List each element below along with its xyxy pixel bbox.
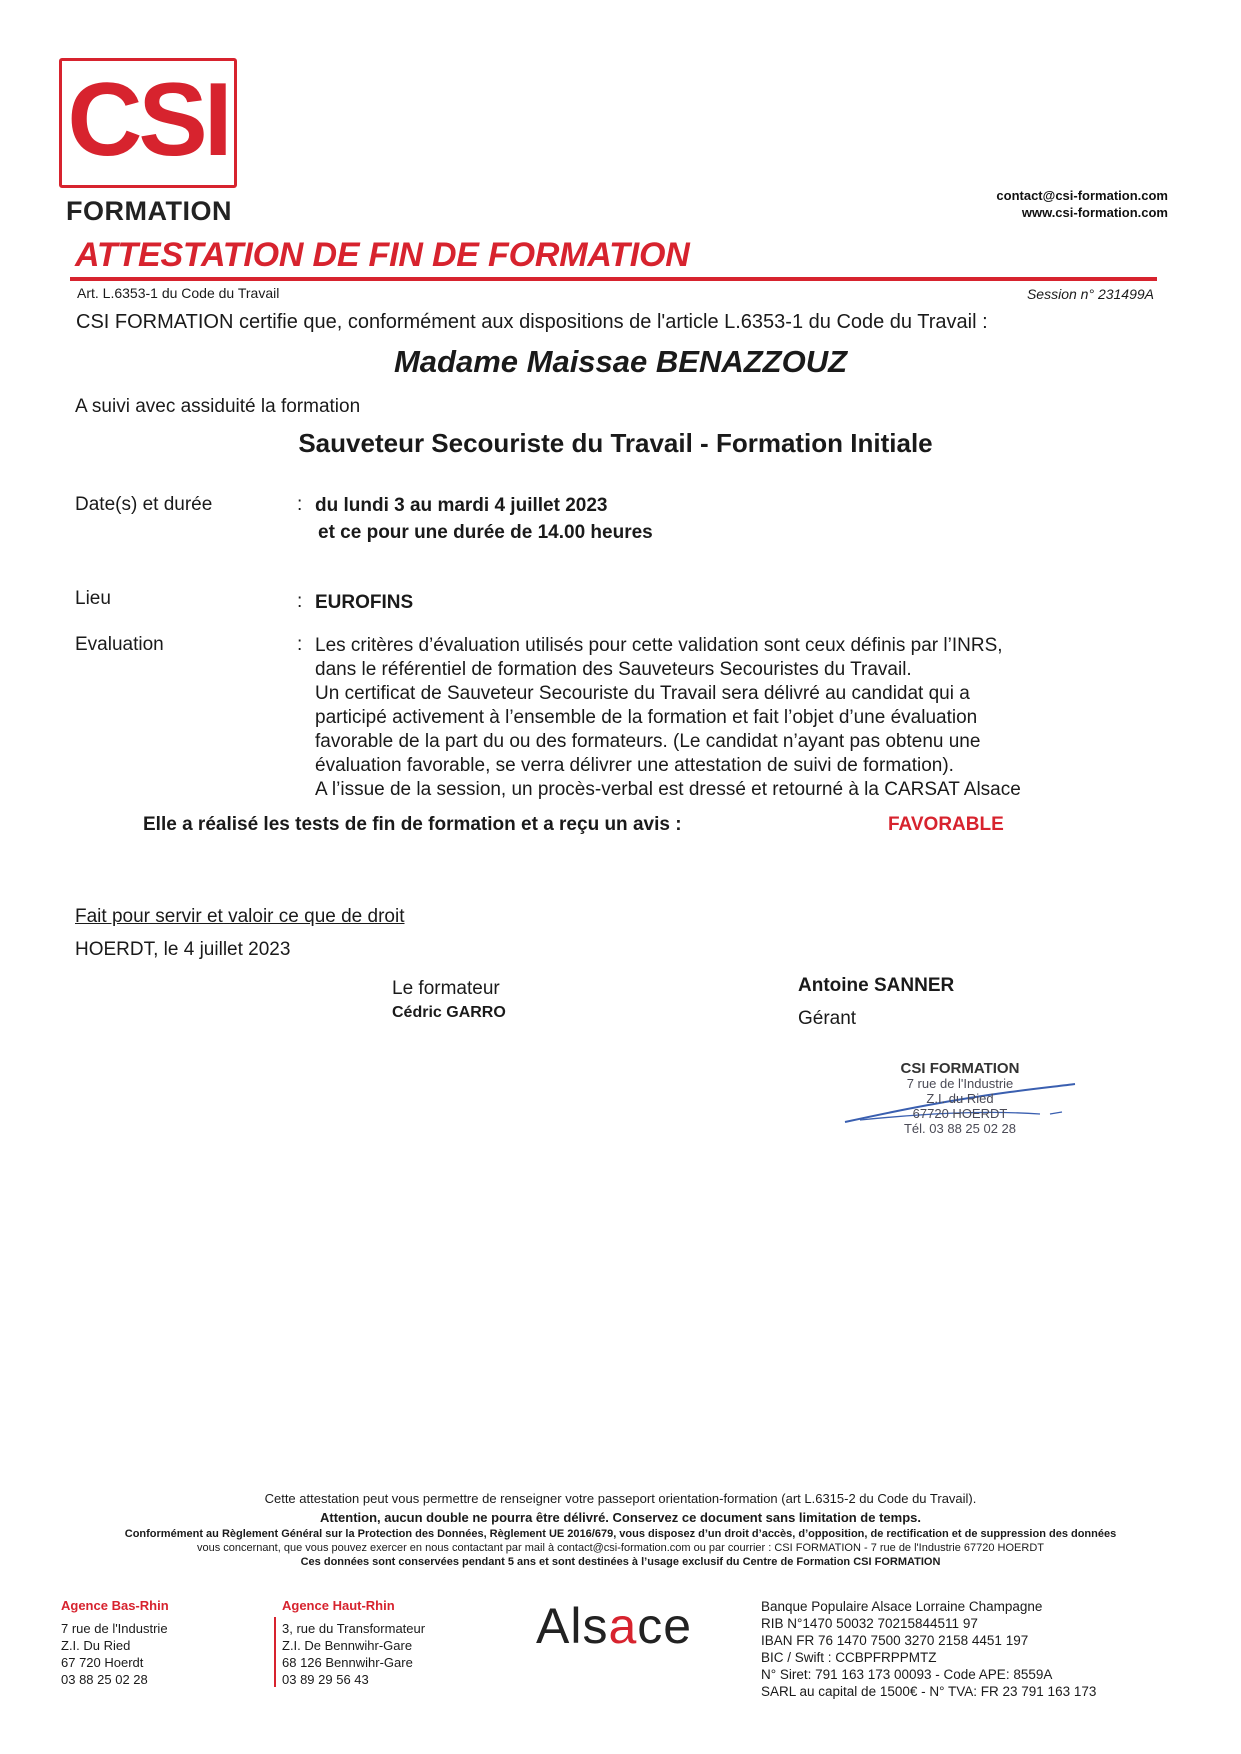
avis-result: FAVORABLE (888, 814, 1004, 835)
stamp-line: 67720 HOERDT (912, 1106, 1008, 1121)
article-reference: Art. L.6353-1 du Code du Travail (77, 285, 280, 301)
bank-line: IBAN FR 76 1470 7500 3270 2158 4451 197 (761, 1633, 1029, 1648)
agency-bas-rhin (61, 1597, 169, 1688)
stamp-company: CSI FORMATION (900, 1060, 1020, 1077)
agency-haut-rhin (282, 1597, 425, 1688)
agency-title: Agence Haut-Rhin (282, 1598, 395, 1613)
evaluation-text (315, 634, 1115, 802)
trainer-label: Le formateur (392, 978, 500, 999)
dates-colon: : (297, 494, 303, 515)
evaluation-line: Un certificat de Sauveteur Secouriste du Travail sera délivré au candidat qui a (315, 683, 970, 704)
footer-warning: Attention, aucun double ne pourra être délivré. Conservez ce document sans limitation de temps. (319, 1510, 921, 1525)
contact-website[interactable]: www.csi-formation.com (1021, 205, 1168, 220)
manager-role: Gérant (798, 1008, 857, 1029)
trainee-name: Madame Maissae BENAZZOUZ (393, 344, 848, 379)
stamp-line: Tél. 03 88 25 02 28 (903, 1121, 1017, 1136)
duration-line: et ce pour une durée de 14.00 heures (318, 522, 653, 543)
evaluation-line: Les critères d’évaluation utilisés pour cette validation sont ceux définis par l’INRS, (315, 635, 1003, 656)
agency-title: Agence Bas-Rhin (61, 1598, 169, 1613)
agency-line: 68 126 Bennwihr-Gare (282, 1655, 413, 1670)
place-date: HOERDT, le 4 juillet 2023 (75, 939, 291, 960)
agency-phone: 03 89 29 56 43 (282, 1672, 369, 1687)
evaluation-colon: : (297, 634, 303, 655)
agency-phone: 03 88 25 02 28 (61, 1672, 148, 1687)
company-stamp (880, 1061, 1040, 1136)
agency-line: Z.I. Du Ried (61, 1638, 131, 1653)
agency-line: Z.I. De Bennwihr-Gare (282, 1638, 413, 1653)
evaluation-line: A l’issue de la session, un procès-verbal est dressé et retourné à la CARSAT Alsace (315, 779, 1021, 800)
bank-line: N° Siret: 791 163 173 00093 - Code APE: 8559A (761, 1667, 1053, 1682)
bank-line: SARL au capital de 1500€ - N° TVA: FR 23 791 163 173 (761, 1684, 1097, 1699)
agency-divider (274, 1617, 276, 1687)
dates-label: Date(s) et durée (75, 494, 213, 515)
evaluation-line: favorable de la part du ou des formateurs. (Le candidat n’ayant pas obtenu une (315, 731, 981, 752)
attendance-statement: A suivi avec assiduité la formation (75, 396, 361, 417)
dates-value (315, 492, 653, 546)
stamp-line: Z.I. du Ried (926, 1091, 994, 1106)
certification-statement: CSI FORMATION certifie que, conformément aux dispositions de l'article L.6353-1 du Code du Travail : (76, 311, 988, 333)
document-title: ATTESTATION DE FIN DE FORMATION (75, 236, 690, 274)
logo-subtitle: FORMATION (66, 196, 232, 226)
title-divider (70, 277, 1157, 281)
logo: CSI (67, 62, 229, 178)
contact-block (996, 187, 1168, 221)
footer-rgpd (40, 1527, 1201, 1569)
fait-statement: Fait pour servir et valoir ce que de droit (75, 906, 405, 927)
manager-name: Antoine SANNER (798, 975, 955, 996)
evaluation-label: Evaluation (75, 634, 164, 655)
lieu-colon: : (297, 591, 303, 612)
agency-line: 3, rue du Transformateur (282, 1621, 426, 1636)
stamp-line: 7 rue de l'Industrie (906, 1076, 1014, 1091)
evaluation-line: évaluation favorable, se verra délivrer une attestation de suivi de formation). (315, 755, 954, 776)
bank-details (761, 1598, 1096, 1700)
dates-line: du lundi 3 au mardi 4 juillet 2023 (315, 495, 608, 516)
trainer-name: Cédric GARRO (392, 1004, 506, 1021)
lieu-label: Lieu (75, 588, 111, 609)
session-number: Session n° 231499A (1026, 286, 1154, 302)
agency-line: 67 720 Hoerdt (61, 1655, 144, 1670)
agency-line: 7 rue de l'Industrie (61, 1621, 168, 1636)
alsace-region-logo: Alsace (536, 1598, 693, 1654)
lieu-value: EUROFINS (315, 592, 414, 613)
contact-email[interactable]: contact@csi-formation.com (996, 188, 1168, 203)
footer-passport-note: Cette attestation peut vous permettre de renseigner votre passeport orientation-formation (art L.6315-2 du Code du Travail). (264, 1491, 977, 1506)
rgpd-line: Conformément au Règlement Général sur la Protection des Données, Règlement UE 2016/679, vous disposez d’un droit d’accès, d’opposition, de rectification et de suppression des données (124, 1528, 1117, 1540)
bank-line: Banque Populaire Alsace Lorraine Champagne (761, 1599, 1043, 1614)
evaluation-line: participé activement à l’ensemble de la formation et fait l’objet d’une évaluation (315, 707, 978, 728)
evaluation-line: dans le référentiel de formation des Sauveteurs Secouristes du Travail. (315, 659, 912, 680)
rgpd-line: vous concernant, que vous pouvez exercer en nous contactant par mail à contact@csi-formation.com ou par courrier : CSI FORMATION - 7 rue de l'Industrie 67720 HOERDT (197, 1542, 1044, 1554)
formation-name: Sauveteur Secouriste du Travail - Formation Initiale (298, 428, 933, 458)
bank-line: RIB N°1470 50032 70215844511 97 (761, 1616, 978, 1631)
tests-statement: Elle a réalisé les tests de fin de formation et a reçu un avis : (143, 814, 682, 835)
bank-line: BIC / Swift : CCBPFRPPMTZ (761, 1650, 937, 1665)
rgpd-line: Ces données sont conservées pendant 5 ans et sont destinées à l’usage exclusif du Centre de Formation CSI FORMATION (300, 1556, 941, 1568)
